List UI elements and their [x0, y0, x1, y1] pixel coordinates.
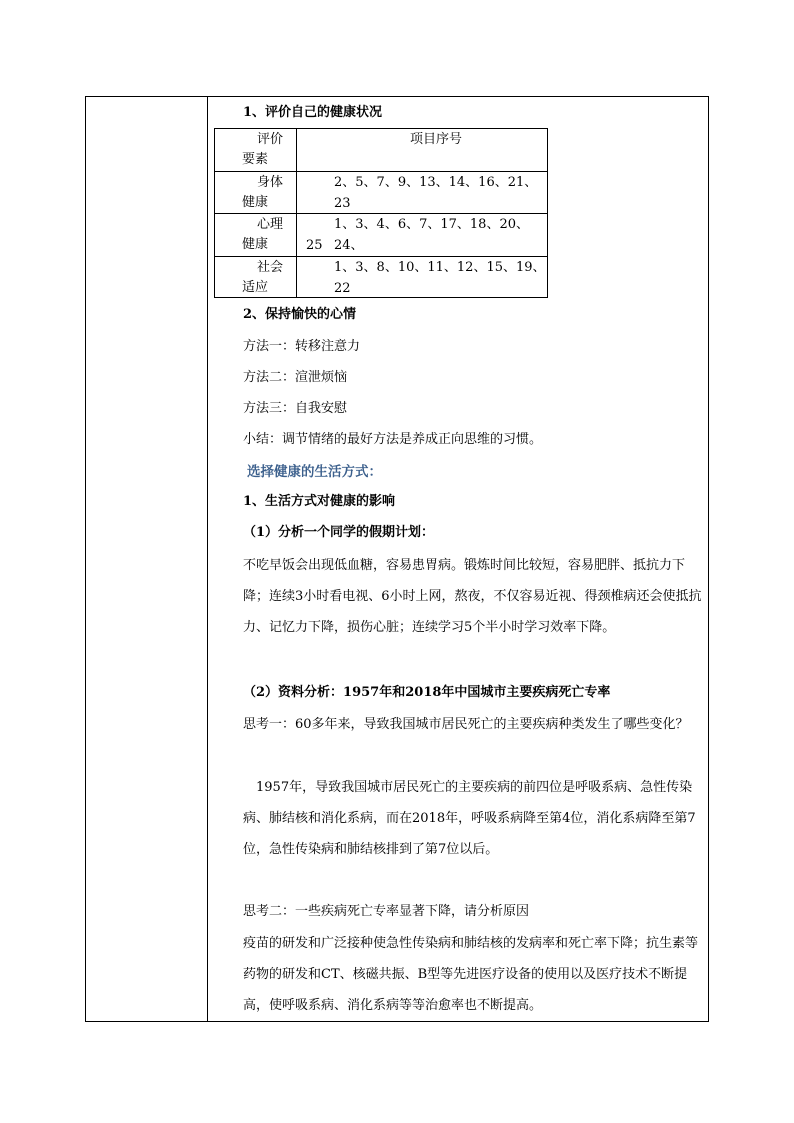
table-row-label-line1: 心理 — [257, 217, 284, 232]
section2-heading: 2、保持愉快的心情 — [243, 307, 357, 322]
left-column-cell — [86, 97, 208, 1021]
method-one: 方法一：转移注意力 — [243, 339, 361, 354]
sub-heading-2: （2）资料分析：1957年和2018年中国城市主要疾病死亡专率 — [243, 685, 611, 700]
table-row-label-line1: 身体 — [257, 175, 284, 190]
paragraph-plan-analysis: 不吃早饭会出现低血糖，容易患胃病。锻炼时间比较短，容易肥胖、抵抗力下降；连续3小时看电视、6小时上网，熬夜，不仅容易近视、得颈椎病还会使抵抗力、记忆力下降，损伤心脏；连续学习5个半小时学习效率下降。 — [243, 558, 702, 635]
table-row-value: 2、5、7、9、13、14、16、21、23 — [334, 175, 538, 211]
section1-heading: 1、评价自己的健康状况 — [243, 105, 383, 120]
think-two-answer: 疫苗的研发和广泛接种使急性传染病和肺结核的发病率和死亡率下降；抗生素等药物的研发和CT、核磁共振、B型等先进医疗设备的使用以及医疗技术不断提高，使呼吸系病、消化系病等等治愈率也不断提高。 — [243, 936, 699, 1013]
table-header-col2: 项目序号 — [410, 132, 463, 147]
table-row-label-line2: 健康 — [242, 195, 269, 210]
method-three: 方法三：自我安慰 — [243, 401, 348, 416]
health-evaluation-table — [214, 128, 548, 298]
think-one-answer: 1957年，导致我国城市居民死亡的主要疾病的前四位是呼吸系病、急性传染病、肺结核和消化系病，而在2018年，呼吸系病降至第4位，消化系病降至第7位，急性传染病和肺结核排到了第7位以后。 — [243, 780, 696, 857]
table-row-label-line2: 健康 — [242, 237, 269, 252]
method-two: 方法二：渲泄烦恼 — [243, 370, 348, 385]
think-one-question: 思考一：60多年来，导致我国城市居民死亡的主要疾病种类发生了哪些变化？ — [243, 717, 689, 732]
table-row-label-line1: 社会 — [257, 260, 284, 275]
lifestyle-heading: 1、生活方式对健康的影响 — [243, 494, 396, 509]
table-header-col1-line2: 要素 — [242, 152, 269, 167]
table-row-value-continued: 25 — [306, 238, 323, 253]
sub-heading-1: （1）分析一个同学的假期计划： — [243, 525, 435, 540]
lifestyle-title: 选择健康的生活方式： — [247, 464, 382, 480]
table-row-value: 1、3、8、10、11、12、15、19、22 — [334, 260, 546, 296]
table-row-value: 1、3、4、6、7、17、18、20、24、 — [334, 217, 529, 253]
table-row-label-line2: 适应 — [242, 280, 269, 295]
think-two-question: 思考二：一些疾病死亡专率显著下降，请分析原因 — [243, 904, 530, 919]
summary-text: 小结：调节情绪的最好方法是养成正向思维的习惯。 — [243, 432, 543, 447]
table-header-col1-line1: 评价 — [257, 132, 284, 147]
